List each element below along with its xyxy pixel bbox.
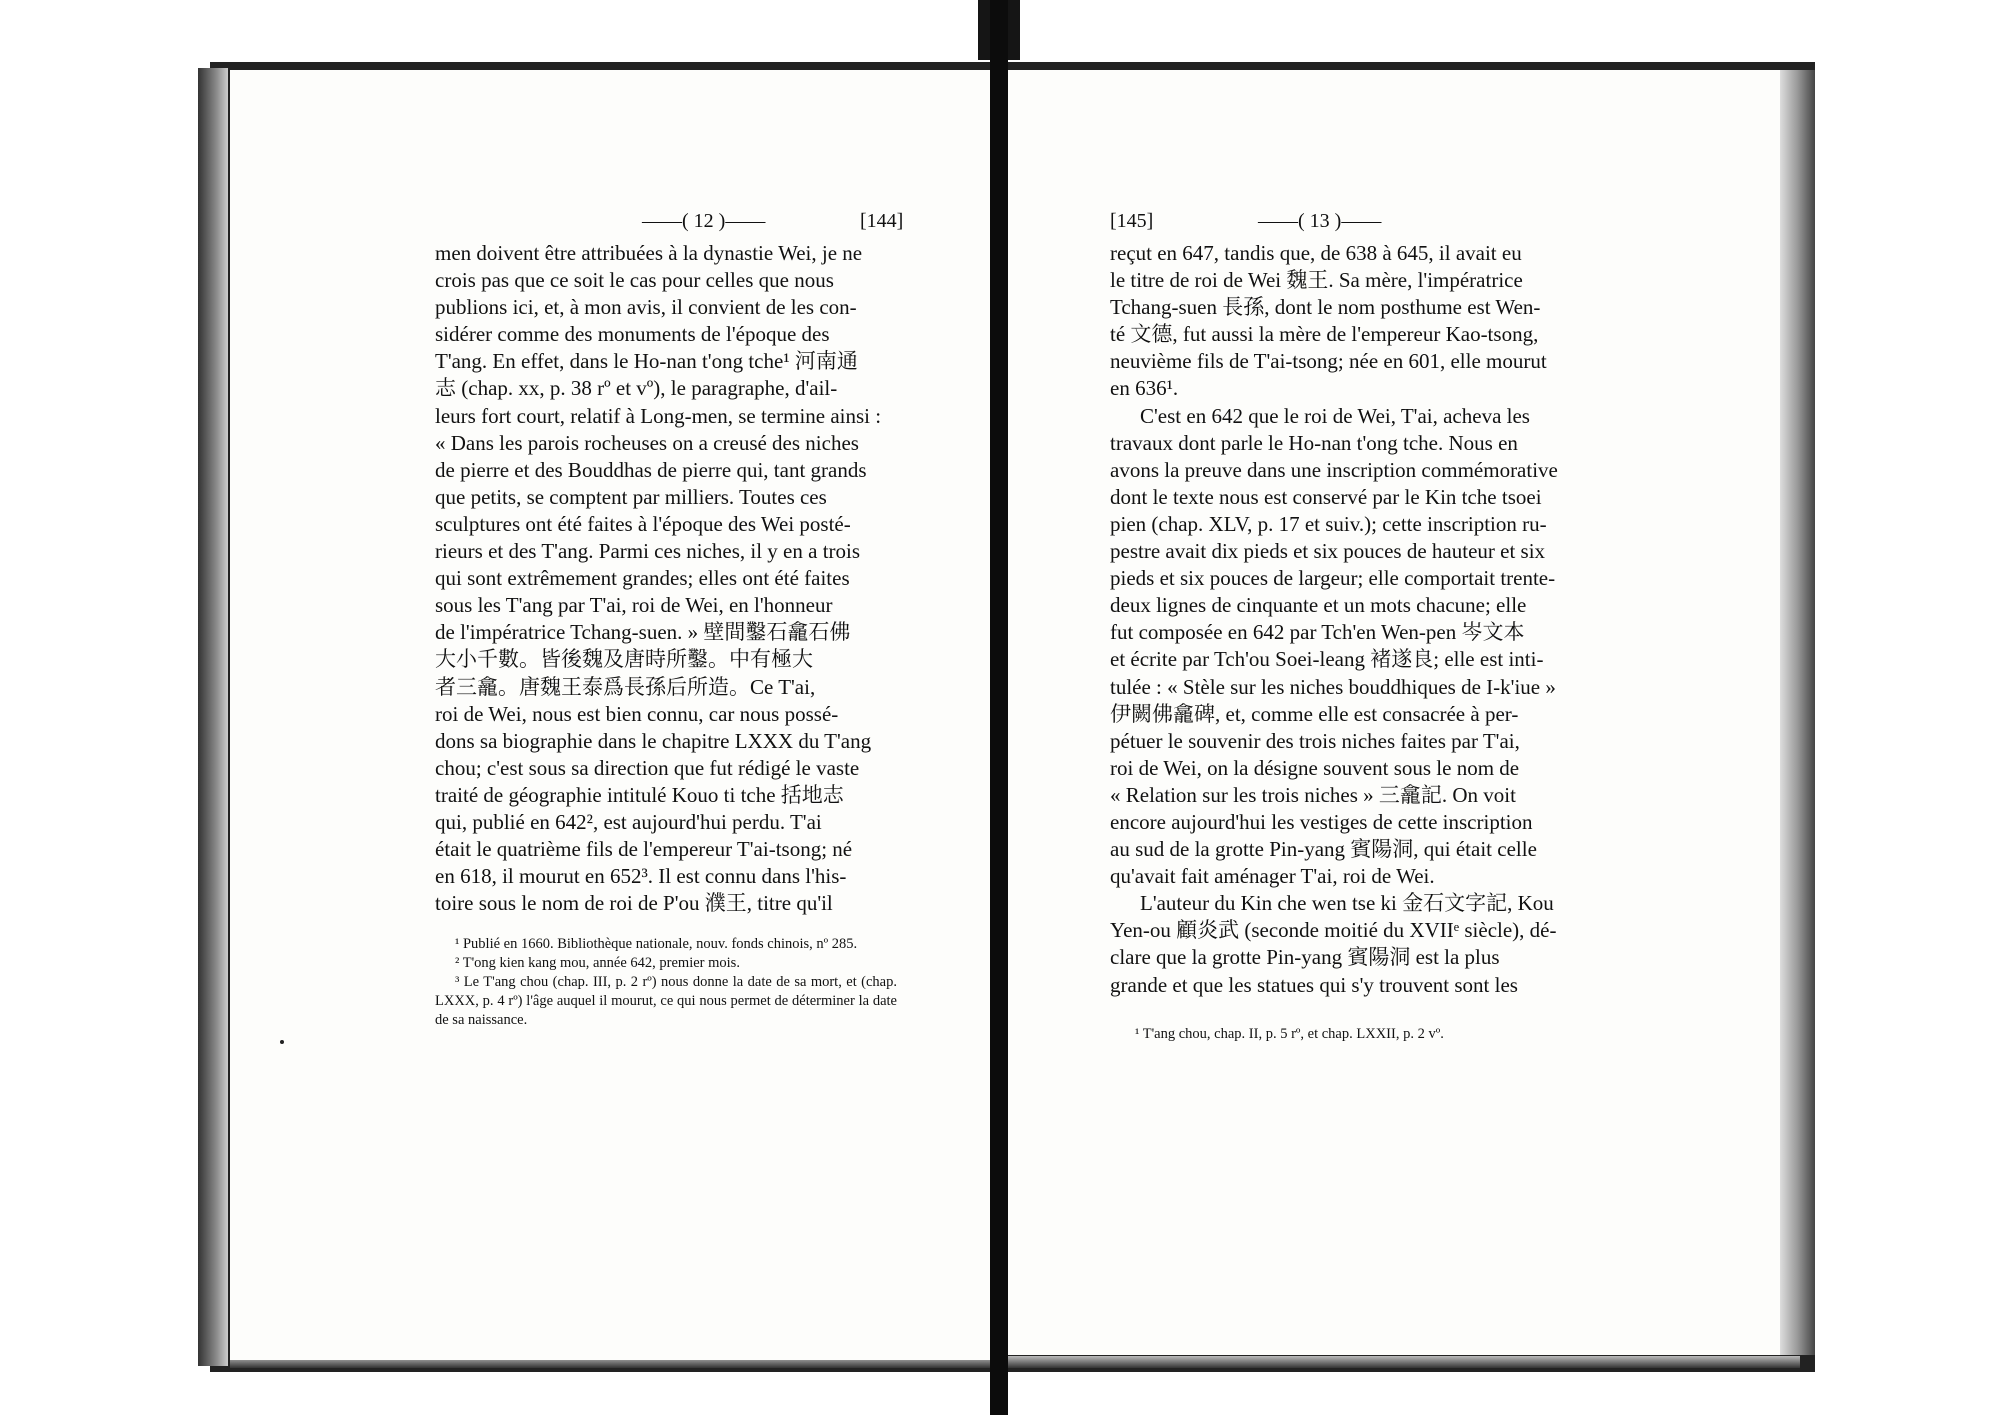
left-footnotes [435, 935, 897, 1030]
text-line: neuvième fils de T'ai-tsong; née en 601, elle mourut [1110, 349, 1547, 374]
text-line: avons la preuve dans une inscription commémorative [1110, 457, 1558, 482]
text-line: était le quatrième fils de l'empereur T'ai-tsong; né [435, 837, 853, 862]
text-line: pieds et six pouces de largeur; elle comportait trente- [1110, 566, 1556, 591]
text-line: rieurs et des T'ang. Parmi ces niches, il y en a trois [435, 539, 861, 564]
text-line: encore aujourd'hui les vestiges de cette inscription [1110, 809, 1533, 834]
text-line: pien (chap. XLV, p. 17 et suiv.); cette inscription ru- [1110, 511, 1547, 536]
text-line: toire sous le nom de roi de P'ou 濮王, titre qu'il [435, 891, 833, 916]
text-line: que petits, se comptent par milliers. Toutes ces [435, 484, 827, 509]
text-line: qui sont extrêmement grandes; elles ont été faites [435, 566, 850, 591]
right-page-number: [145] [1110, 210, 1154, 232]
text-line: reçut en 647, tandis que, de 638 à 645, il avait eu [1110, 241, 1522, 265]
text-line: pétuer le souvenir des trois niches faites par T'ai, [1110, 728, 1520, 753]
footnote: ¹ Publié en 1660. Bibliothèque nationale, nouv. fonds chinois, nº 285. [455, 936, 858, 952]
right-footnotes [1115, 1025, 1575, 1044]
text-line: chou; c'est sous sa direction que fut rédigé le vaste [435, 755, 860, 780]
text-line: sculptures ont été faites à l'époque des Wei posté- [435, 511, 851, 536]
left-body-text [435, 240, 897, 917]
text-line: 志 (chap. xx, p. 38 rº et vº), le paragraphe, d'ail- [435, 376, 838, 401]
text-line: travaux dont parle le Ho-nan t'ong tche. Nous en [1110, 430, 1518, 455]
text-line: en 636¹. [1110, 376, 1179, 401]
text-line: 大小千數。皆後魏及唐時所鑿。中有極大 [435, 647, 813, 672]
text-line: T'ang. En effet, dans le Ho-nan t'ong tche¹ 河南通 [435, 349, 858, 374]
text-line: publions ici, et, à mon avis, il convient de les con- [435, 295, 857, 320]
text-line: 者三龕。唐魏王泰爲長孫后所造。Ce T'ai, [435, 674, 816, 699]
text-line: roi de Wei, nous est bien connu, car nous possé- [435, 701, 839, 726]
text-line: men doivent être attribuées à la dynastie Wei, je ne [435, 241, 863, 265]
text-line: Tchang-suen 長孫, dont le nom posthume est Wen- [1110, 295, 1541, 320]
text-line: dons sa biographie dans le chapitre LXXX du T'ang [435, 728, 872, 753]
text-line: roi de Wei, on la désigne souvent sous le nom de [1110, 755, 1520, 780]
text-line: Yen-ou 顧炎武 (seconde moitié du XVIIᵉ siècle), dé- [1110, 918, 1557, 943]
text-line: L'auteur du Kin che wen tse ki 金石文字記, Kou [1140, 891, 1554, 916]
text-line: « Relation sur les trois niches » 三龕記. On voit [1110, 782, 1516, 807]
footnote: ² T'ong kien kang mou, année 642, premier mois. [455, 955, 740, 971]
footnote: ¹ T'ang chou, chap. II, p. 5 rº, et chap. LXXII, p. 2 vº. [1135, 1026, 1444, 1042]
text-line: clare que la grotte Pin-yang 賓陽洞 est la plus [1110, 945, 1500, 970]
text-line: sidérer comme des monuments de l'époque des [435, 322, 830, 347]
text-line: le titre de roi de Wei 魏王. Sa mère, l'impératrice [1110, 268, 1523, 293]
right-page-edge [1780, 70, 1815, 1355]
text-line: crois pas que ce soit le cas pour celles que nous [435, 268, 834, 293]
text-line: sous les T'ang par T'ai, roi de Wei, en l'honneur [435, 593, 833, 618]
text-line: grande et que les statues qui s'y trouvent sont les [1110, 972, 1518, 997]
left-running-head: ——( 12 )—— [642, 210, 766, 232]
text-line: qu'avait fait aménager T'ai, roi de Wei. [1110, 864, 1435, 889]
left-page-edge [198, 68, 228, 1366]
text-line: au sud de la grotte Pin-yang 賓陽洞, qui était celle [1110, 837, 1537, 862]
text-line: 伊闕佛龕碑, et, comme elle est consacrée à per- [1110, 701, 1519, 726]
text-line: en 618, il mourut en 652³. Il est connu dans l'his- [435, 864, 847, 889]
text-line: fut composée en 642 par Tch'en Wen-pen 岑文本 [1110, 620, 1525, 645]
text-line: traité de géographie intitulé Kouo ti tche 括地志 [435, 782, 844, 807]
text-line: dont le texte nous est conservé par le Kin tche tsoei [1110, 484, 1542, 509]
text-line: de pierre et des Bouddhas de pierre qui, tant grands [435, 457, 867, 482]
text-line: té 文德, fut aussi la mère de l'empereur Kao-tsong, [1110, 322, 1539, 347]
left-page-number: [144] [860, 210, 904, 232]
text-line: leurs fort court, relatif à Long-men, se termine ainsi : [435, 403, 882, 428]
right-running-head: ——( 13 )—— [1258, 210, 1382, 232]
text-line: qui, publié en 642², est aujourd'hui perdu. T'ai [435, 809, 822, 834]
text-line: tulée : « Stèle sur les niches bouddhiques de I-k'iue » [1110, 674, 1556, 699]
page-mark [280, 1040, 284, 1044]
text-line: de l'impératrice Tchang-suen. » 壁間鑿石龕石佛 [435, 620, 851, 645]
text-line: deux lignes de cinquante et un mots chacune; elle [1110, 593, 1527, 618]
text-line: et écrite par Tch'ou Soei-leang 褚遂良; elle est inti- [1110, 647, 1544, 672]
book-gutter [990, 0, 1008, 1415]
text-line: C'est en 642 que le roi de Wei, T'ai, acheva les [1140, 403, 1530, 428]
text-line: « Dans les parois rocheuses on a creusé des niches [435, 430, 859, 455]
footnote: ³ Le T'ang chou (chap. III, p. 2 rº) nous donne la date de sa mort, et (chap. LXXX, p. 4 rº) l'âge auquel il mourut, ce qui nous permet de déterminer la date de sa naissance. [435, 974, 897, 1028]
right-body-text [1110, 240, 1575, 999]
text-line: pestre avait dix pieds et six pouces de hauteur et six [1110, 539, 1546, 564]
